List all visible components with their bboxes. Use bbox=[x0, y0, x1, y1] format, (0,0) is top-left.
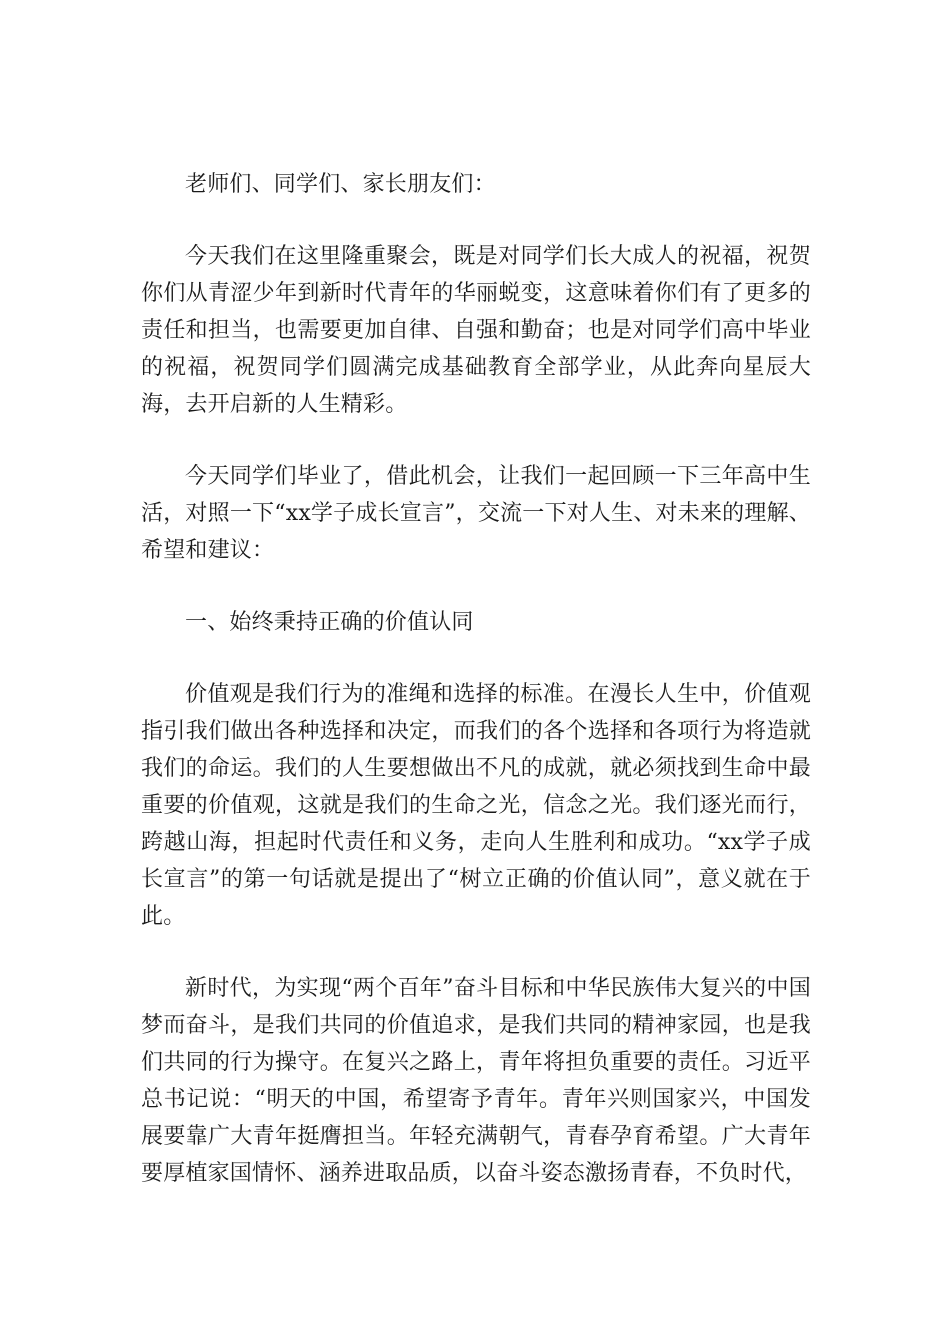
review-intro-paragraph: 今天同学们毕业了，借此机会，让我们一起回顾一下三年高中生活，对照一下“xx学子成长宣言”，交流一下对人生、对未来的理解、希望和建议： bbox=[141, 464, 811, 563]
values-paragraph: 价值观是我们行为的准绳和选择的标准。在漫长人生中，价值观指引我们做出各种选择和决定，而我们的各个选择和各项行为将造就我们的命运。我们的人生要想做出不凡的成就，就必须找到生命中最重要的价值观，这就是我们的生命之光，信念之光。我们逐光而行，跨越山海，担起时代责任和义务，走向人生胜利和成功。“xx学子成长宣言”的第一句话就是提出了“树立正确的价值认同”，意义就在于此。 bbox=[141, 682, 811, 929]
new-era-paragraph: 新时代，为实现“两个百年”奋斗目标和中华民族伟大复兴的中国梦而奋斗，是我们共同的价值追求，是我们共同的精神家园，也是我们共同的行为操守。在复兴之路上，青年将担负重要的责任。习近平总书记说：“明天的中国，希望寄予青年。青年兴则国家兴，中国发展要靠广大青年挺膺担当。年轻充满朝气，青春孕育希望。广大青年要厚植家国情怀、涵养进取品质，以奋斗姿态激扬青春，不负时代， bbox=[141, 976, 811, 1186]
document-body bbox=[141, 166, 811, 1192]
section-heading-1: 一、始终秉持正确的价值认同 bbox=[185, 610, 474, 635]
salutation-paragraph: 老师们、同学们、家长朋友们： bbox=[185, 172, 496, 197]
blessing-paragraph: 今天我们在这里隆重聚会，既是对同学们长大成人的祝福，祝贺你们从青涩少年到新时代青年的华丽蜕变，这意味着你们有了更多的责任和担当，也需要更加自律、自强和勤奋；也是对同学们高中毕业的祝福，祝贺同学们圆满完成基础教育全部学业，从此奔向星辰大海，去开启新的人生精彩。 bbox=[141, 244, 811, 417]
